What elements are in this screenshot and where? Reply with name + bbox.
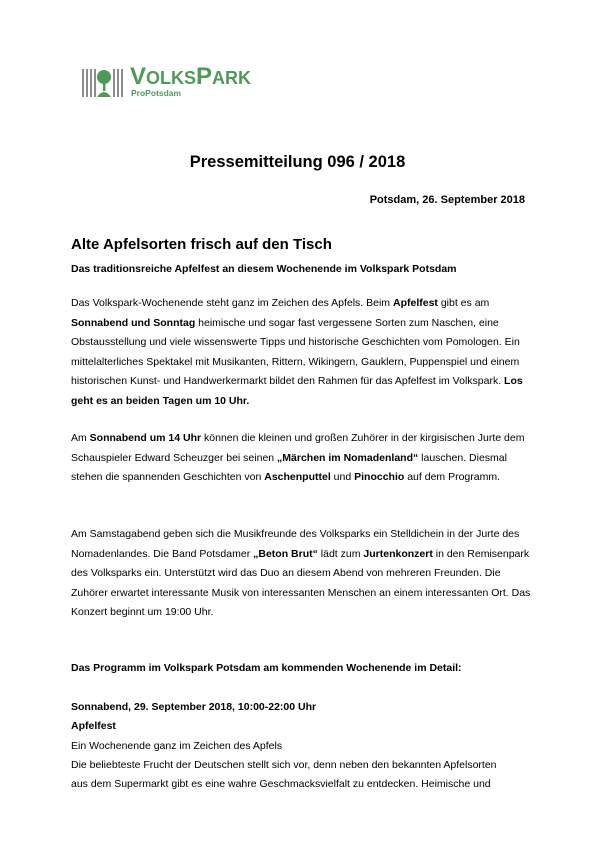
paragraph-segment: heimische und sogar fast vergessene Sorten zum Naschen, eine Obstausstellung und viele wissenswerte Tipps und historische Geschichten vom Pomologen. Ein mittelalterliches Spektakel mit Musikanten, Rittern, Wikingern, Gauklern, Puppenspiel und einem historischen Kunst- und Handwerkermarkt bildet den Rahmen für das Apfelfest im Volkspark. (71, 316, 520, 387)
paragraph-segment: lauschen. Diesmal stehen die spannenden Geschichten von (71, 451, 507, 483)
paragraph-segment: „Beton Brut“ (253, 547, 318, 560)
program-day: Sonnabend, 29. September 2018, 10:00-22:00 Uhr (71, 701, 317, 713)
subheadline: Das traditionsreiche Apfelfest an diesem Wochenende im Volkspark Potsdam (71, 263, 457, 275)
paragraph-2 (71, 429, 531, 488)
press-release-title: Pressemitteilung 096 / 2018 (189, 153, 406, 171)
paragraph-segment: gibt es am (437, 297, 490, 309)
paragraph-1 (71, 294, 531, 411)
paragraph-3 (71, 525, 531, 623)
headline: Alte Apfelsorten frisch auf den Tisch (71, 236, 332, 253)
paragraph-segment: Apfelfest (392, 297, 438, 309)
paragraph-segment: Sonnabend um 14 Uhr (89, 432, 202, 444)
paragraph-segment: und (330, 471, 355, 483)
logo-subtitle: ProPotsdam (131, 88, 182, 98)
event-title: Apfelfest (71, 720, 116, 732)
paragraph-segment: Das Volkspark-Wochenende steht ganz im Zeichen des Apfels. Beim (71, 297, 393, 309)
paragraph-segment: „Märchen im Nomadenland“ (277, 451, 419, 464)
paragraph-segment: in den Remisenpark des Volksparks ein. Unterstützt wird das Duo an diesem Abend von mehreren Freunden. Die Zuhörer erwartet interessante Musik von interessanten Menschen an einem interessanten Ort. Das Konzert beginnt um 19:00 Uhr. (71, 547, 531, 618)
volkspark-logo-icon (80, 63, 128, 103)
paragraph-segment: Sonnabend und Sonntag (71, 316, 196, 329)
paragraph-segment: Aschenputtel (264, 471, 331, 483)
paragraph-segment: Los geht es an beiden Tagen um 10 Uhr. (71, 375, 523, 407)
paragraph-segment: Am Samstagabend geben sich die Musikfreunde des Volksparks ein Stelldichein in der Jurte des Nomadenlandes. Die Band Potsdamer (71, 528, 520, 560)
event-subtitle: Ein Wochenende ganz im Zeichen des Apfels (71, 740, 283, 752)
paragraph-segment: Pinocchio (354, 471, 405, 483)
paragraph-segment: auf dem Programm. (404, 471, 500, 483)
event-description-line-1: Die beliebteste Frucht der Deutschen stellt sich vor, denn neben den bekannten Apfelsorten (71, 759, 497, 771)
paragraph-segment: können die kleinen und großen Zuhörer in der kirgisischen Jurte dem Schauspieler Edward Scheuzger bei seinen (71, 432, 525, 464)
paragraph-segment: Jurtenkonzert (363, 547, 433, 560)
volkspark-logo (80, 63, 252, 105)
logo-wordmark: VOLKSPARK (130, 63, 252, 90)
dateline: Potsdam, 26. September 2018 (369, 194, 525, 206)
event-description-line-2: aus dem Supermarkt gibt es eine wahre Geschmacksvielfalt zu entdecken. Heimische und (71, 778, 491, 790)
program-heading: Das Programm im Volkspark Potsdam am kommenden Wochenende im Detail: (71, 662, 462, 674)
paragraph-segment: lädt zum (317, 547, 364, 560)
paragraph-segment: Am (71, 432, 90, 444)
